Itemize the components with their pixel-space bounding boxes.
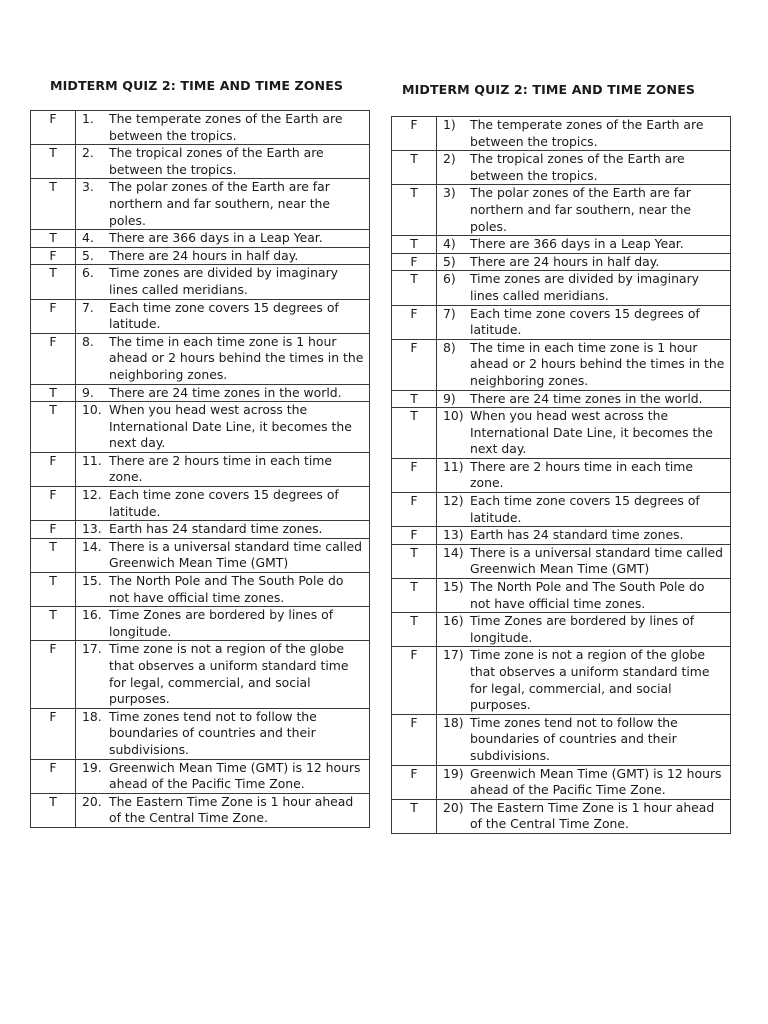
question-cell (437, 305, 731, 339)
table-row (31, 641, 370, 708)
question-cell (437, 253, 731, 271)
question-cell (76, 384, 370, 402)
table-row (31, 402, 370, 453)
table-row (31, 793, 370, 827)
question-line (76, 265, 366, 298)
question-cell (437, 458, 731, 492)
question-line (437, 647, 727, 713)
question-line (76, 230, 366, 247)
question-line (76, 334, 366, 384)
question-text: The Eastern Time Zone is 1 hour ahead of the Central Time Zone. (470, 799, 715, 832)
question-line (437, 800, 727, 833)
question-line (76, 402, 366, 452)
question-text: There are 366 days in a Leap Year. (109, 230, 323, 246)
question-text: Earth has 24 standard time zones. (109, 521, 323, 537)
question-cell (437, 117, 731, 151)
question-text: Earth has 24 standard time zones. (470, 527, 684, 543)
question-text: There are 24 hours in half day. (470, 253, 660, 269)
question-cell (437, 271, 731, 305)
answer-cell: T (392, 408, 437, 459)
question-line (76, 385, 366, 402)
question-cell (437, 714, 731, 765)
question-text: Time zones are divided by imaginary lines called meridians. (470, 271, 699, 303)
question-line (437, 254, 727, 271)
table-row (392, 339, 731, 390)
table-row (392, 544, 731, 578)
question-number: 7) (443, 305, 456, 321)
question-number: 5) (443, 253, 456, 269)
question-cell (76, 521, 370, 539)
question-number: 6) (443, 271, 456, 287)
table-row (392, 390, 731, 408)
question-line (437, 271, 727, 304)
answer-table (30, 110, 370, 828)
table-row (392, 493, 731, 527)
question-number: 19) (443, 765, 464, 781)
table-row (31, 111, 370, 145)
question-text: Time zones are divided by imaginary lines called meridians. (109, 265, 338, 297)
question-cell (437, 544, 731, 578)
question-number: 6. (82, 265, 94, 281)
question-cell (76, 111, 370, 145)
question-line (437, 579, 727, 612)
question-number: 14. (82, 538, 102, 554)
question-number: 2) (443, 151, 456, 167)
table-row (31, 708, 370, 759)
question-number: 13. (82, 521, 102, 537)
table-row (392, 236, 731, 254)
question-line (76, 111, 366, 144)
question-text: The Eastern Time Zone is 1 hour ahead of the Central Time Zone. (109, 793, 354, 826)
question-cell (76, 573, 370, 607)
question-number: 7. (82, 299, 94, 315)
question-text: The tropical zones of the Earth are between the tropics. (470, 151, 685, 183)
question-number: 19. (82, 759, 102, 775)
answer-cell: F (31, 333, 76, 384)
question-cell (437, 579, 731, 613)
table-row (392, 799, 731, 833)
question-number: 8) (443, 339, 456, 355)
answer-cell: T (392, 579, 437, 613)
question-number: 15) (443, 579, 464, 595)
table-row (31, 521, 370, 539)
question-text: The tropical zones of the Earth are between the tropics. (109, 145, 324, 177)
question-cell (76, 247, 370, 265)
question-text: The polar zones of the Earth are far northern and far southern, near the poles. (470, 185, 692, 234)
question-text: There are 24 time zones in the world. (109, 384, 342, 400)
question-text: Each time zone covers 15 degrees of latitude. (470, 305, 700, 338)
question-cell (437, 408, 731, 459)
answer-cell: T (392, 544, 437, 578)
table-row (392, 408, 731, 459)
answer-cell: F (31, 247, 76, 265)
table-row (392, 253, 731, 271)
answer-cell: F (392, 253, 437, 271)
question-cell (437, 151, 731, 185)
question-text: Each time zone covers 15 degrees of latitude. (470, 493, 700, 525)
question-cell (76, 641, 370, 708)
question-text: Greenwich Mean Time (GMT) is 12 hours ahead of the Pacific Time Zone. (470, 765, 722, 798)
table-row (392, 613, 731, 647)
answer-cell: F (392, 117, 437, 151)
question-text: There are 2 hours time in each time zone. (470, 458, 693, 491)
question-number: 5. (82, 247, 94, 263)
question-line (437, 493, 727, 526)
question-number: 1) (443, 117, 456, 132)
question-line (76, 248, 366, 265)
question-number: 4. (82, 230, 94, 246)
answer-cell: T (31, 145, 76, 179)
question-number: 9) (443, 390, 456, 406)
question-text: The North Pole and The South Pole do not have official time zones. (470, 579, 705, 611)
question-number: 15. (82, 573, 102, 589)
question-line (76, 760, 366, 793)
question-number: 12) (443, 493, 464, 509)
table-row (31, 265, 370, 299)
table-row (392, 647, 731, 714)
table-row (31, 299, 370, 333)
question-cell (437, 236, 731, 254)
answer-cell: F (31, 452, 76, 486)
question-text: Greenwich Mean Time (GMT) is 12 hours ahead of the Pacific Time Zone. (109, 759, 361, 792)
table-row (31, 759, 370, 793)
answer-cell: F (31, 641, 76, 708)
question-cell (437, 613, 731, 647)
question-cell (76, 179, 370, 230)
answer-cell: T (31, 179, 76, 230)
answer-cell: F (31, 708, 76, 759)
question-text: There are 24 hours in half day. (109, 247, 299, 263)
table-row (392, 579, 731, 613)
question-text: Time Zones are bordered by lines of longitude. (470, 613, 695, 645)
table-row (31, 230, 370, 248)
question-cell (76, 402, 370, 453)
question-line (76, 607, 366, 640)
answer-cell: F (392, 458, 437, 492)
question-text: The polar zones of the Earth are far northern and far southern, near the poles. (109, 179, 331, 228)
answer-cell: F (31, 759, 76, 793)
question-cell (437, 185, 731, 236)
question-number: 16) (443, 613, 464, 629)
question-text: There are 2 hours time in each time zone. (109, 452, 332, 485)
question-line (437, 391, 727, 408)
question-line (76, 709, 366, 759)
question-number: 2. (82, 145, 94, 161)
question-line (76, 145, 366, 178)
quiz-title: MIDTERM QUIZ 2: TIME AND TIME ZONES (402, 82, 696, 97)
answer-cell: T (31, 607, 76, 641)
question-line (437, 408, 727, 458)
question-text: The temperate zones of the Earth are between the tropics. (470, 117, 704, 149)
table-row (31, 452, 370, 486)
question-text: Each time zone covers 15 degrees of latitude. (109, 487, 339, 519)
question-number: 3. (82, 179, 94, 195)
answer-cell: T (392, 151, 437, 185)
question-line (437, 306, 727, 339)
question-line (437, 545, 727, 578)
answer-cell: F (392, 714, 437, 765)
table-row (31, 607, 370, 641)
question-number: 14) (443, 544, 464, 560)
question-number: 10) (443, 408, 464, 424)
answer-cell: F (392, 305, 437, 339)
question-cell (76, 607, 370, 641)
answer-cell: T (31, 384, 76, 402)
quiz-title: MIDTERM QUIZ 2: TIME AND TIME ZONES (50, 78, 344, 93)
table-row (392, 527, 731, 545)
question-line (76, 794, 366, 827)
question-line (437, 613, 727, 646)
question-line (437, 340, 727, 390)
question-line (437, 766, 727, 799)
answer-cell: F (392, 493, 437, 527)
question-line (437, 185, 727, 235)
question-text: Time Zones are bordered by lines of longitude. (109, 607, 334, 639)
question-text: Each time zone covers 15 degrees of latitude. (109, 299, 339, 332)
question-number: 10. (82, 402, 102, 418)
question-cell (437, 765, 731, 799)
question-text: There are 366 days in a Leap Year. (470, 236, 684, 252)
answer-cell: F (392, 765, 437, 799)
quiz-right (391, 82, 731, 834)
question-number: 18. (82, 708, 102, 724)
answer-cell: F (31, 521, 76, 539)
question-cell (437, 647, 731, 714)
question-cell (76, 708, 370, 759)
question-line (76, 521, 366, 538)
question-cell (76, 759, 370, 793)
table-row (392, 765, 731, 799)
question-text: Time zone is not a region of the globe that observes a uniform standard time for legal, commercial, and social purposes. (470, 647, 710, 713)
table-row (31, 573, 370, 607)
question-line (437, 527, 727, 544)
question-number: 17) (443, 647, 464, 663)
question-cell (76, 538, 370, 572)
table-row (392, 117, 731, 151)
question-cell (76, 793, 370, 827)
answer-cell: T (392, 613, 437, 647)
table-row (392, 305, 731, 339)
answer-cell: F (392, 647, 437, 714)
question-cell (437, 799, 731, 833)
question-line (76, 453, 366, 486)
answer-cell: T (392, 185, 437, 236)
answer-cell: T (31, 402, 76, 453)
question-number: 13) (443, 527, 464, 543)
question-text: The time in each time zone is 1 hour ahead or 2 hours behind the times in the neighboring zones. (470, 339, 725, 388)
question-cell (437, 493, 731, 527)
question-number: 16. (82, 607, 102, 623)
question-text: The temperate zones of the Earth are between the tropics. (109, 111, 343, 143)
question-cell (76, 333, 370, 384)
question-cell (76, 265, 370, 299)
answer-cell: T (31, 230, 76, 248)
answer-cell: F (31, 111, 76, 145)
question-number: 12. (82, 487, 102, 503)
table-row (31, 333, 370, 384)
question-number: 17. (82, 641, 102, 657)
table-row (31, 384, 370, 402)
question-text: There are 24 time zones in the world. (470, 390, 703, 406)
table-row (392, 151, 731, 185)
question-number: 11) (443, 458, 464, 474)
question-cell (76, 487, 370, 521)
table-row (392, 185, 731, 236)
question-number: 9. (82, 384, 94, 400)
table-row (392, 271, 731, 305)
question-cell (76, 230, 370, 248)
question-text: There is a universal standard time called Greenwich Mean Time (GMT) (109, 538, 363, 571)
question-number: 1. (82, 111, 94, 126)
quiz-left (30, 78, 370, 828)
question-cell (76, 299, 370, 333)
table-row (31, 538, 370, 572)
question-line (437, 117, 727, 150)
answer-cell: T (31, 793, 76, 827)
question-text: When you head west across the International Date Line, it becomes the next day. (109, 402, 352, 451)
question-text: The time in each time zone is 1 hour ahead or 2 hours behind the times in the neighboring zones. (109, 333, 364, 382)
question-line (437, 715, 727, 765)
answer-cell: T (31, 573, 76, 607)
table-row (31, 145, 370, 179)
question-number: 8. (82, 333, 94, 349)
answer-cell: T (31, 265, 76, 299)
question-cell (76, 145, 370, 179)
question-line (437, 459, 727, 492)
answer-cell: F (392, 339, 437, 390)
question-line (76, 641, 366, 707)
question-line (76, 179, 366, 229)
answer-cell: T (392, 236, 437, 254)
question-line (76, 539, 366, 572)
question-line (437, 236, 727, 253)
question-number: 20) (443, 799, 464, 815)
answer-table (391, 116, 731, 834)
answer-cell: F (31, 299, 76, 333)
table-row (31, 487, 370, 521)
question-line (76, 300, 366, 333)
question-text: Time zone is not a region of the globe that observes a uniform standard time for legal, commercial, and social purposes. (109, 641, 349, 707)
table-row (392, 714, 731, 765)
question-number: 11. (82, 452, 102, 468)
question-number: 18) (443, 714, 464, 730)
question-number: 20. (82, 793, 102, 809)
question-number: 3) (443, 185, 456, 201)
table-row (31, 247, 370, 265)
question-cell (76, 452, 370, 486)
answer-cell: F (31, 487, 76, 521)
question-text: There is a universal standard time called Greenwich Mean Time (GMT) (470, 544, 724, 577)
question-text: The North Pole and The South Pole do not have official time zones. (109, 573, 344, 605)
question-line (76, 573, 366, 606)
question-text: When you head west across the International Date Line, it becomes the next day. (470, 408, 713, 457)
question-cell (437, 527, 731, 545)
question-cell (437, 390, 731, 408)
question-line (76, 487, 366, 520)
answer-cell: T (392, 271, 437, 305)
question-number: 4) (443, 236, 456, 252)
answer-cell: T (392, 390, 437, 408)
question-text: Time zones tend not to follow the boundaries of countries and their subdivisions. (470, 714, 678, 763)
question-line (437, 151, 727, 184)
answer-cell: T (392, 799, 437, 833)
answer-cell: T (31, 538, 76, 572)
question-text: Time zones tend not to follow the boundaries of countries and their subdivisions. (109, 708, 317, 757)
answer-cell: F (392, 527, 437, 545)
table-row (31, 179, 370, 230)
question-cell (437, 339, 731, 390)
table-row (392, 458, 731, 492)
